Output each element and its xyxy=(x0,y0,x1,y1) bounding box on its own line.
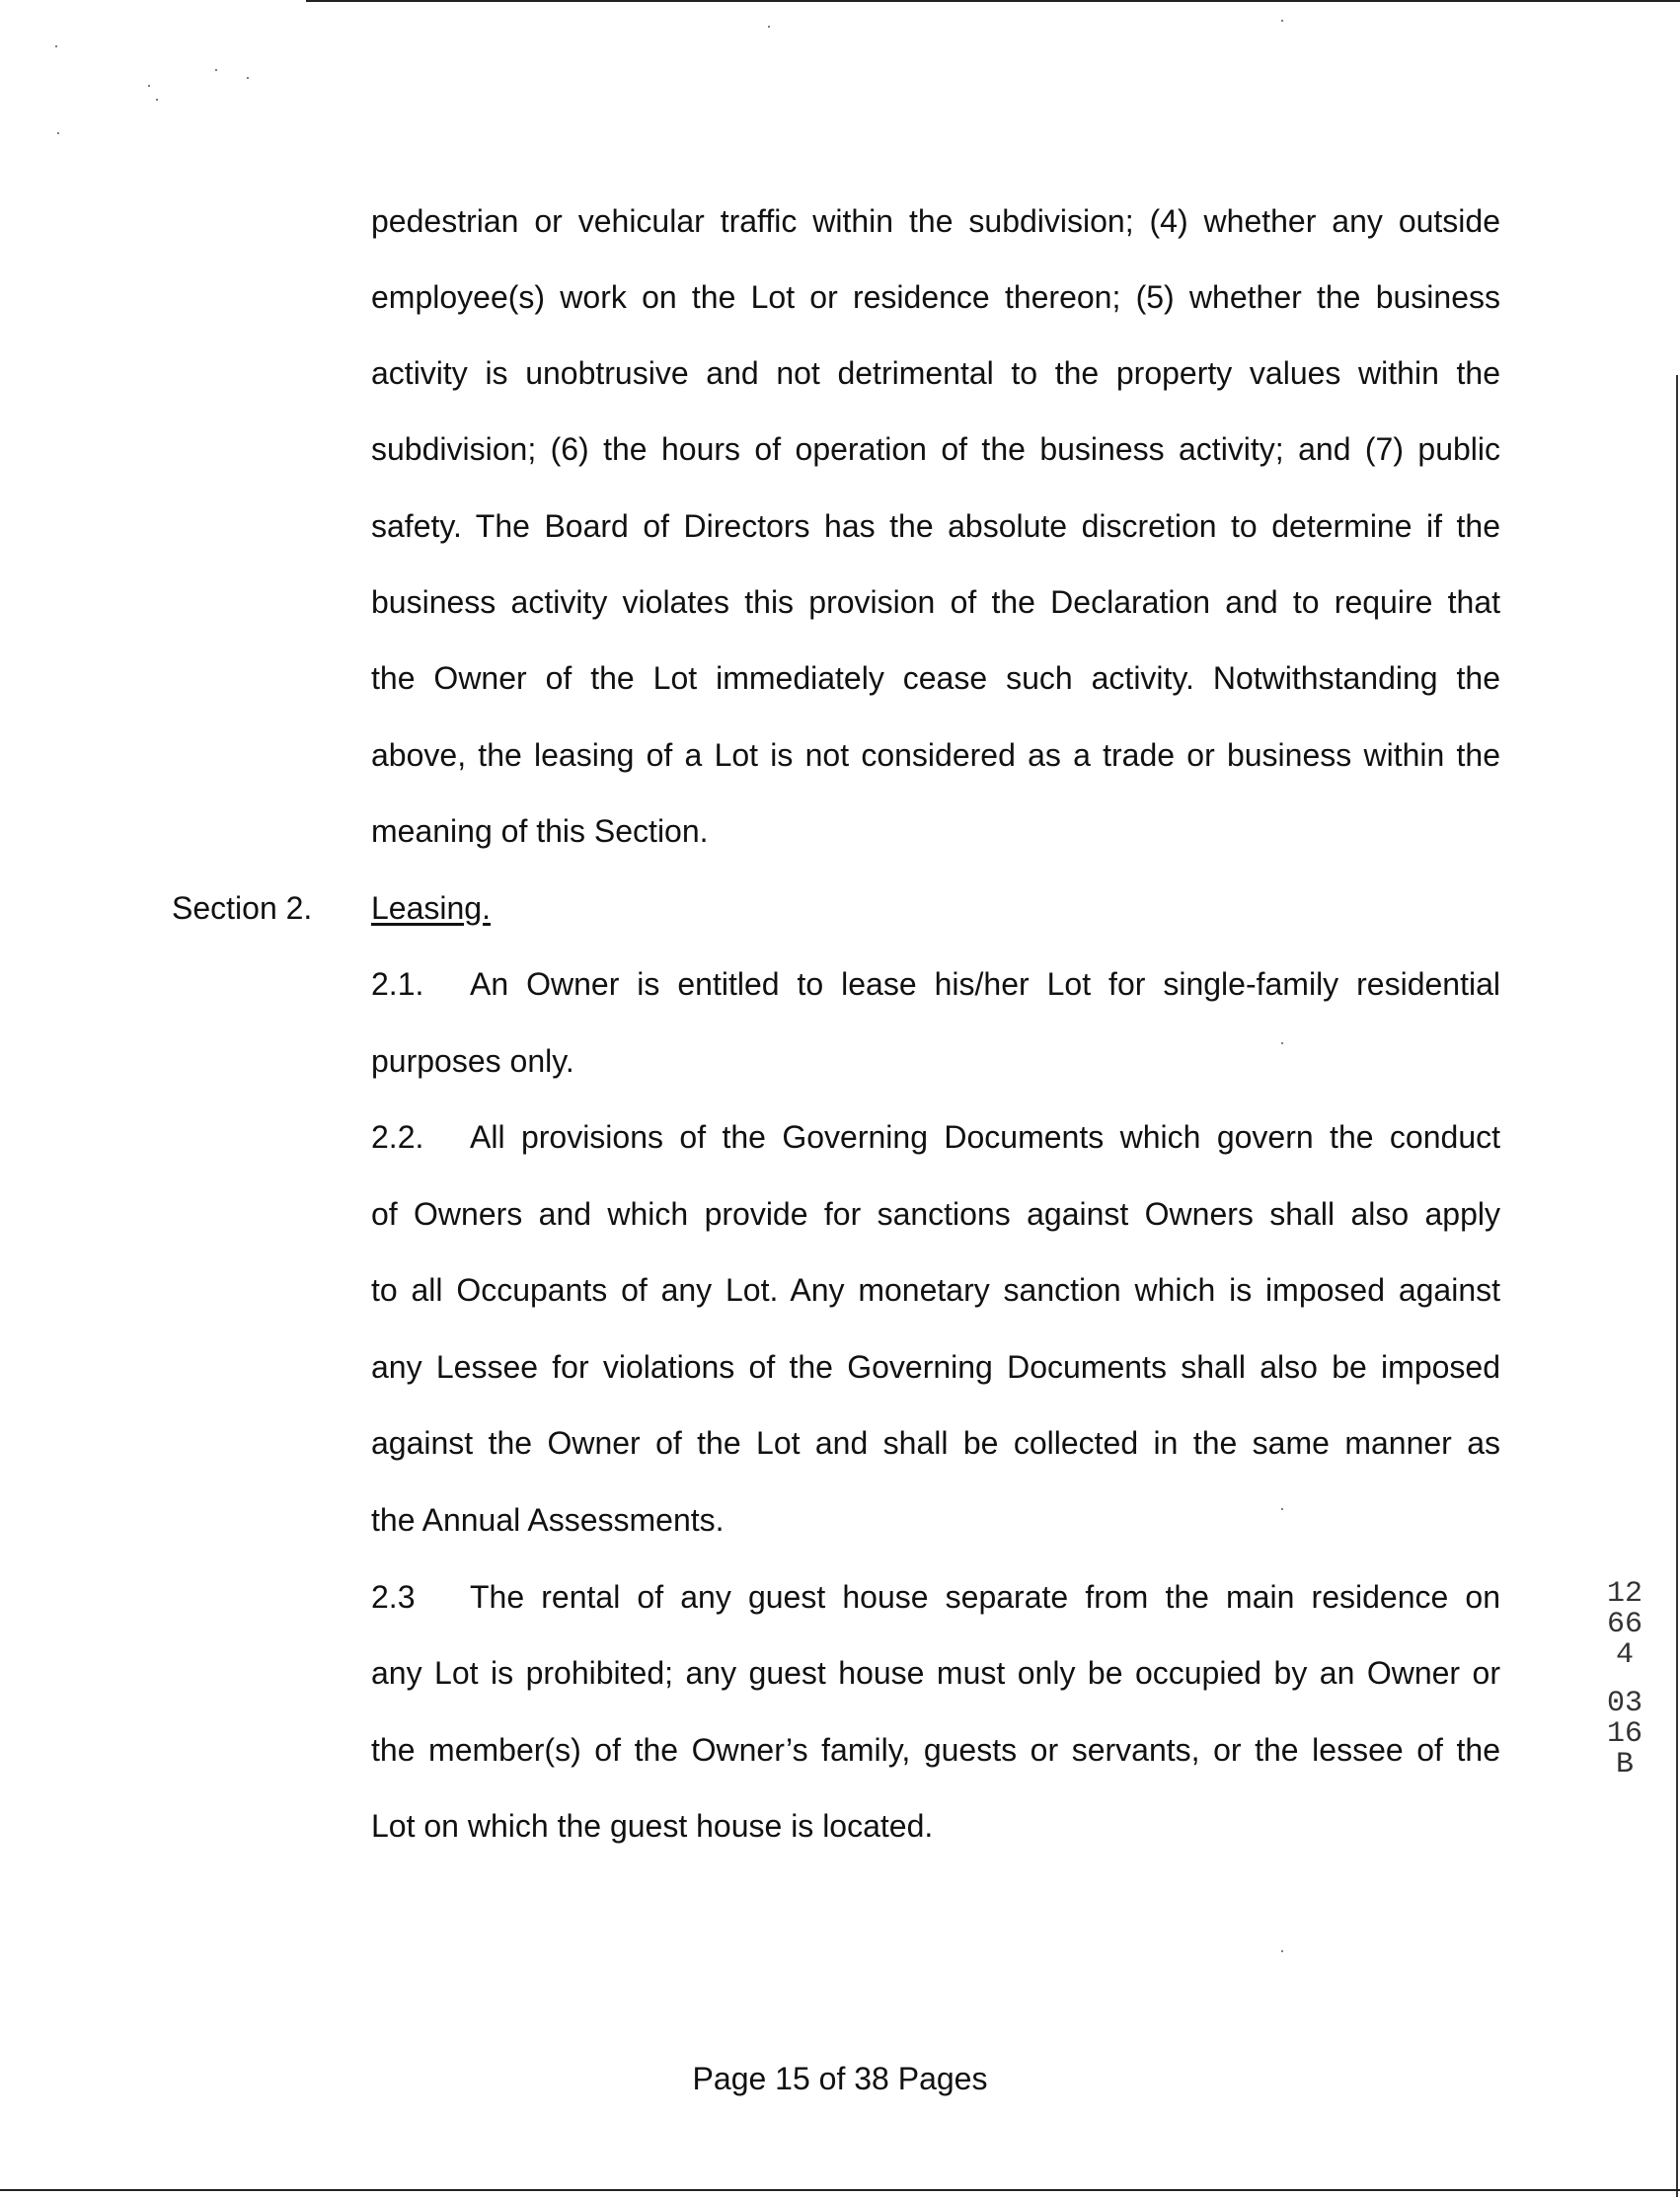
scan-speck xyxy=(247,77,249,79)
section-title: Leasing. xyxy=(371,890,491,926)
subsection-number: 2.3 xyxy=(371,1579,416,1615)
paragraph-line: subdivision; (6) the hours of operation of the business activity; and (7) public xyxy=(371,431,1500,467)
recording-stamp xyxy=(1605,1579,1644,1780)
scan-edge-bottom xyxy=(0,2189,1680,2191)
paragraph-line: activity is unobtrusive and not detrimental to the property values within the xyxy=(371,355,1500,391)
scan-speck xyxy=(1281,1508,1283,1510)
paragraph-line: above, the leasing of a Lot is not considered as a trade or business within the xyxy=(371,737,1500,773)
paragraph-line: business activity violates this provision of the Declaration and to require that xyxy=(371,584,1500,620)
paragraph-line: employee(s) work on the Lot or residence thereon; (5) whether the business xyxy=(371,279,1500,315)
paragraph-line: the Owner of the Lot immediately cease such activity. Notwithstanding the xyxy=(371,660,1500,696)
recording-stamp-part2: 0316B xyxy=(1606,1687,1642,1781)
paragraph-line: meaning of this Section. xyxy=(371,813,709,849)
scan-speck xyxy=(55,45,57,47)
scan-edge-top xyxy=(306,0,1680,2)
scan-speck xyxy=(768,26,770,28)
subsection-line: An Owner is entitled to lease his/her Lot for single-family residential xyxy=(470,966,1500,1002)
subsection-line: the member(s) of the Owner’s family, guests or servants, or the lessee of the xyxy=(371,1732,1500,1768)
paragraph-line: pedestrian or vehicular traffic within the subdivision; (4) whether any outside xyxy=(371,203,1500,239)
subsection-line: of Owners and which provide for sanctions against Owners shall also apply xyxy=(371,1196,1500,1232)
subsection-line: the Annual Assessments. xyxy=(371,1502,725,1538)
subsection-line: against the Owner of the Lot and shall be collected in the same manner as xyxy=(371,1425,1500,1461)
subsection-line: All provisions of the Governing Documents which govern the conduct xyxy=(470,1119,1500,1155)
scan-speck xyxy=(1281,1950,1283,1952)
subsection-number: 2.1. xyxy=(371,966,424,1002)
subsection-line: any Lessee for violations of the Governing Documents shall also be imposed xyxy=(371,1349,1500,1385)
subsection-line: The rental of any guest house separate from the main residence on xyxy=(470,1579,1500,1615)
subsection-line: Lot on which the guest house is located. xyxy=(371,1808,934,1844)
scan-speck xyxy=(1281,20,1283,22)
scan-speck xyxy=(1281,1042,1283,1044)
scan-speck xyxy=(148,85,150,87)
scan-speck xyxy=(215,69,217,71)
scan-edge-right xyxy=(1676,375,1678,2197)
subsection-line: purposes only. xyxy=(371,1043,574,1079)
subsection-number: 2.2. xyxy=(371,1119,424,1155)
scan-speck xyxy=(156,99,158,101)
section-label: Section 2. xyxy=(172,890,313,926)
paragraph-line: safety. The Board of Directors has the absolute discretion to determine if the xyxy=(371,508,1500,544)
subsection-line: to all Occupants of any Lot. Any monetary sanction which is imposed against xyxy=(371,1272,1500,1308)
page-number-footer: Page 15 of 38 Pages xyxy=(692,2061,988,2096)
recording-stamp-part1: 12664 xyxy=(1606,1577,1642,1672)
subsection-line: any Lot is prohibited; any guest house must only be occupied by an Owner or xyxy=(371,1655,1500,1691)
scan-speck xyxy=(57,132,59,134)
